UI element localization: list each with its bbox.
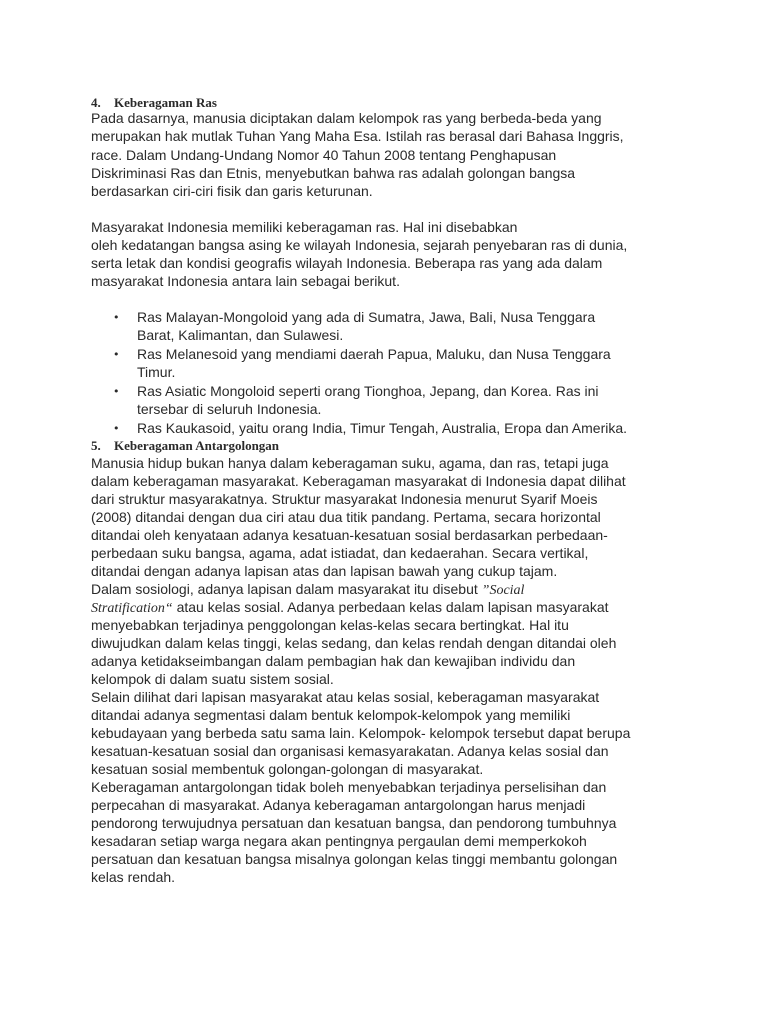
- paragraph-line: Keberagaman antargolongan tidak boleh menyebabkan terjadinya perselisihan dan: [91, 779, 607, 795]
- social-term: ”Social: [481, 583, 525, 598]
- paragraph-line: kelompok di dalam suatu sistem sosial.: [91, 671, 334, 687]
- bullet-icon: •: [113, 311, 120, 324]
- list-item: Ras Asiatic Mongoloid seperti orang Tionghoa, Jepang, dan Korea. Ras ini: [137, 383, 599, 399]
- paragraph-line: perpecahan di masyarakat. Adanya keberagaman antargolongan harus menjadi: [91, 797, 586, 813]
- paragraph-line: adanya ketidakseimbangan dalam pembagian hak dan kewajiban individu dan: [91, 653, 576, 669]
- list-item: Ras Malayan-Mongoloid yang ada di Sumatra, Jawa, Bali, Nusa Tenggara: [137, 309, 596, 325]
- paragraph-line: kebudayaan yang berbeda satu sama lain. Kelompok- kelompok tersebut dapat berupa: [91, 725, 631, 741]
- paragraph-line: serta letak dan kondisi geografis wilayah Indonesia. Beberapa ras yang ada dalam: [91, 255, 603, 271]
- paragraph-line: kesatuan-kesatuan sosial dan organisasi kemasyarakatan. Adanya kelas sosial dan: [91, 743, 609, 759]
- paragraph-line: [91, 580, 524, 600]
- paragraph-line: ditandai adanya segmentasi dalam bentuk kelompok-kelompok yang memiliki: [91, 707, 571, 723]
- section-4-number: 4.: [91, 95, 101, 110]
- stratification-term: Stratification“: [91, 601, 173, 616]
- list-item: tersebar di seluruh Indonesia.: [137, 401, 322, 417]
- paragraph-line: merupakan hak mutlak Tuhan Yang Maha Esa. Istilah ras berasal dari Bahasa Inggris,: [91, 128, 624, 144]
- paragraph-line: perbedaan suku bangsa, agama, adat istiadat, dan kedaerahan. Secara vertikal,: [91, 545, 589, 561]
- list-item: Ras Kaukasoid, yaitu orang India, Timur Tengah, Australia, Eropa dan Amerika.: [137, 420, 628, 436]
- paragraph-line: Diskriminasi Ras dan Etnis, menyebutkan bahwa ras adalah golongan bangsa: [91, 165, 576, 181]
- paragraph-line: Pada dasarnya, manusia diciptakan dalam kelompok ras yang berbeda-beda yang: [91, 110, 602, 126]
- list-item: Timur.: [137, 364, 176, 380]
- paragraph-line: kesatuan sosial membentuk golongan-golongan di masyarakat.: [91, 761, 484, 777]
- paragraph-line: kesadaran setiap warga negara akan pentingnya pergaulan demi memperkokoh: [91, 833, 587, 849]
- paragraph-line: menyebabkan terjadinya penggolongan kelas-kelas secara bertingkat. Hal itu: [91, 617, 569, 633]
- section-5-number: 5.: [91, 438, 101, 453]
- paragraph-text: Dalam sosiologi, adanya lapisan dalam masyarakat itu disebut: [91, 581, 482, 597]
- section-5-title: Keberagaman Antargolongan: [114, 438, 280, 453]
- bullet-icon: •: [113, 422, 120, 435]
- paragraph-line: dalam keberagaman masyarakat. Keberagaman masyarakat di Indonesia dapat dilihat: [91, 473, 626, 489]
- paragraph-line: Manusia hidup bukan hanya dalam keberagaman suku, agama, dan ras, tetapi juga: [91, 455, 609, 471]
- bullet-icon: •: [113, 385, 120, 398]
- paragraph-text: atau kelas sosial. Adanya perbedaan kelas dalam lapisan masyarakat: [172, 599, 609, 615]
- paragraph-line: pendorong terwujudnya persatuan dan kesatuan bangsa, dan pendorong tumbuhnya: [91, 815, 617, 831]
- paragraph-line: diwujudkan dalam kelas tinggi, kelas sedang, dan kelas rendah dengan ditandai oleh: [91, 635, 617, 651]
- list-item: Barat, Kalimantan, dan Sulawesi.: [137, 327, 344, 343]
- paragraph-line: [91, 598, 609, 618]
- section-5-heading: [91, 437, 279, 455]
- paragraph-line: ditandai dengan adanya lapisan atas dan lapisan bawah yang cukup tajam.: [91, 563, 558, 579]
- list-item: Ras Melanesoid yang mendiami daerah Papua, Maluku, dan Nusa Tenggara: [137, 346, 611, 362]
- section-4-title: Keberagaman Ras: [114, 95, 217, 110]
- paragraph-line: berdasarkan ciri-ciri fisik dan garis keturunan.: [91, 183, 373, 199]
- paragraph-line: oleh kedatangan bangsa asing ke wilayah Indonesia, sejarah penyebaran ras di dunia,: [91, 237, 628, 253]
- paragraph-line: masyarakat Indonesia antara lain sebagai berikut.: [91, 273, 400, 289]
- paragraph-line: ditandai oleh kenyataan adanya kesatuan-kesatuan sosial berdasarkan perbedaan-: [91, 527, 608, 543]
- paragraph-line: race. Dalam Undang-Undang Nomor 40 Tahun 2008 tentang Penghapusan: [91, 147, 557, 163]
- bullet-icon: •: [113, 348, 120, 361]
- paragraph-line: kelas rendah.: [91, 869, 176, 885]
- paragraph-line: Selain dilihat dari lapisan masyarakat atau kelas sosial, keberagaman masyarakat: [91, 689, 600, 705]
- paragraph-line: persatuan dan kesatuan bangsa misalnya golongan kelas tinggi membantu golongan: [91, 851, 618, 867]
- paragraph-line: (2008) ditandai dengan dua ciri atau dua titik pandang. Pertama, secara horizontal: [91, 509, 601, 525]
- paragraph-line: dari struktur masyarakatnya. Struktur masyarakat Indonesia menurut Syarif Moeis: [91, 491, 598, 507]
- paragraph-line: Masyarakat Indonesia memiliki keberagaman ras. Hal ini disebabkan: [91, 219, 518, 235]
